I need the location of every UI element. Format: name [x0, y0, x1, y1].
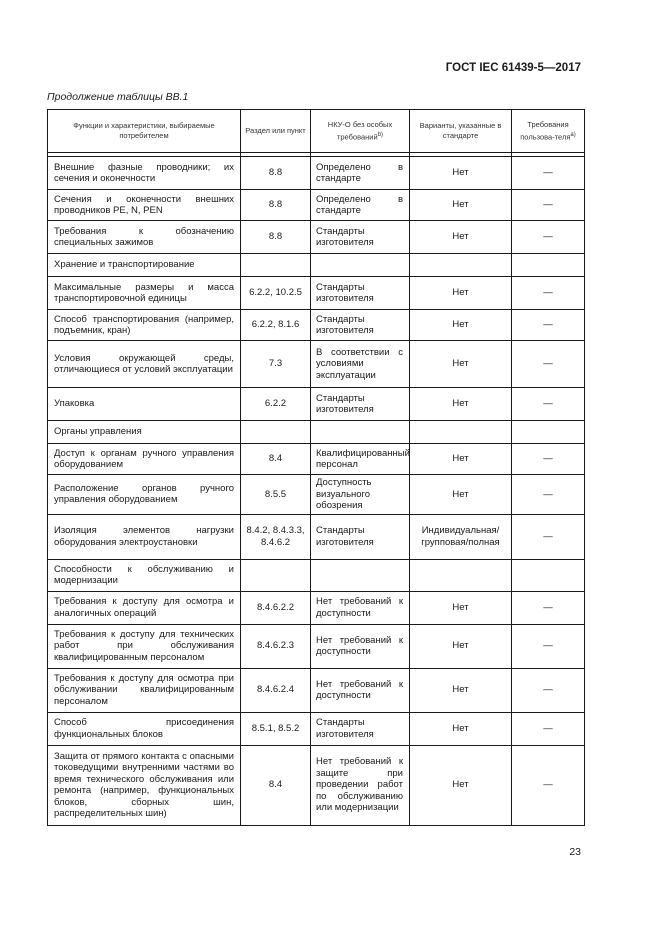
empty-cell — [512, 421, 585, 444]
requirements-table — [47, 109, 585, 826]
table-row — [48, 475, 585, 515]
options-cell: Нет — [410, 190, 512, 221]
table-row — [48, 712, 585, 745]
options-cell: Нет — [410, 388, 512, 421]
header-functions: Функции и характеристики, выбираемые потребителем — [48, 110, 241, 153]
user-requirement-cell: — — [512, 341, 585, 388]
empty-cell — [512, 559, 585, 591]
empty-cell — [241, 421, 311, 444]
options-cell: Нет — [410, 668, 512, 712]
clause-cell: 8.4.6.2.2 — [241, 591, 311, 624]
requirement-cell: Стандарты изготовителя — [311, 712, 410, 745]
user-requirement-cell: — — [512, 221, 585, 254]
table-row — [48, 277, 585, 310]
table-row — [48, 310, 585, 341]
header-default-requirements: НКУ-О без особых требований$^{b)}$ — [311, 110, 410, 153]
options-cell: Нет — [410, 221, 512, 254]
user-requirement-cell: — — [512, 668, 585, 712]
user-requirement-cell: — — [512, 745, 585, 825]
clause-cell: 8.5.5 — [241, 475, 311, 515]
user-requirement-cell: — — [512, 310, 585, 341]
requirement-cell: Стандарты изготовителя — [311, 310, 410, 341]
options-cell: Нет — [410, 591, 512, 624]
table-row — [48, 388, 585, 421]
user-requirement-cell: — — [512, 591, 585, 624]
options-cell: Нет — [410, 341, 512, 388]
requirement-cell: Стандарты изготовителя — [311, 388, 410, 421]
header-user-requirements: Требования пользова-теля$^{a)}$ — [512, 110, 585, 153]
function-cell: Способ присоединения функциональных блоков — [48, 712, 241, 745]
section-title: Хранение и транспортирование — [48, 254, 241, 277]
user-requirement-cell: — — [512, 157, 585, 190]
requirement-cell: Квалифицированный персонал — [311, 444, 410, 475]
function-cell: Изоляция элементов нагрузки оборудования электроустановки — [48, 514, 241, 559]
requirement-cell: Стандарты изготовителя — [311, 514, 410, 559]
clause-cell: 8.8 — [241, 157, 311, 190]
requirement-cell: Нет требований к защите при проведении работ по обслуживанию или модернизации — [311, 745, 410, 825]
header-clause: Раздел или пункт — [241, 110, 311, 153]
user-requirement-cell: — — [512, 712, 585, 745]
clause-cell: 6.2.2, 10.2.5 — [241, 277, 311, 310]
user-requirement-cell: — — [512, 514, 585, 559]
options-cell: Нет — [410, 475, 512, 515]
function-cell: Требования к доступу для осмотра и аналогичных операций — [48, 591, 241, 624]
options-cell: Нет — [410, 624, 512, 668]
options-cell: Нет — [410, 712, 512, 745]
function-cell: Требования к обозначению специальных зажимов — [48, 221, 241, 254]
function-cell: Доступ к органам ручного управления оборудованием — [48, 444, 241, 475]
table-row — [48, 668, 585, 712]
header-options: Варианты, указанные в стандарте — [410, 110, 512, 153]
table-row — [48, 745, 585, 825]
user-requirement-cell: — — [512, 388, 585, 421]
options-cell: Нет — [410, 745, 512, 825]
clause-cell: 8.8 — [241, 190, 311, 221]
function-cell: Максимальные размеры и масса транспортировочной единицы — [48, 277, 241, 310]
function-cell: Внешние фазные проводники; их сечения и оконечности — [48, 157, 241, 190]
clause-cell: 8.8 — [241, 221, 311, 254]
table-row — [48, 157, 585, 190]
clause-cell: 8.4.6.2.4 — [241, 668, 311, 712]
requirement-cell: Стандарты изготовителя — [311, 221, 410, 254]
page-number: 23 — [569, 846, 581, 858]
options-cell: Индивидуальная/ групповая/полная — [410, 514, 512, 559]
section-row — [48, 421, 585, 444]
user-requirement-cell: — — [512, 277, 585, 310]
clause-cell: 8.4 — [241, 444, 311, 475]
empty-cell — [241, 559, 311, 591]
clause-cell: 8.4 — [241, 745, 311, 825]
function-cell: Условия окружающей среды, отличающиеся от условий эксплуатации — [48, 341, 241, 388]
table-caption: Продолжение таблицы ВВ.1 — [47, 91, 189, 103]
table-row — [48, 190, 585, 221]
requirement-cell: Определено в стандарте — [311, 157, 410, 190]
table-row — [48, 221, 585, 254]
function-cell: Сечения и оконечности внешних проводников PE, N, PEN — [48, 190, 241, 221]
empty-cell — [311, 254, 410, 277]
clause-cell: 6.2.2, 8.1.6 — [241, 310, 311, 341]
table-row — [48, 514, 585, 559]
empty-cell — [512, 254, 585, 277]
table-row — [48, 341, 585, 388]
user-requirement-cell: — — [512, 444, 585, 475]
standard-reference: ГОСТ IEC 61439-5—2017 — [445, 62, 581, 74]
function-cell: Расположение органов ручного управления оборудованием — [48, 475, 241, 515]
function-cell: Требования к доступу для осмотра при обслуживании квалифицированным персоналом — [48, 668, 241, 712]
section-title: Органы управления — [48, 421, 241, 444]
table-row — [48, 591, 585, 624]
empty-cell — [311, 421, 410, 444]
empty-cell — [311, 559, 410, 591]
empty-cell — [410, 559, 512, 591]
user-requirement-cell: — — [512, 190, 585, 221]
user-requirement-cell: — — [512, 475, 585, 515]
clause-cell: 6.2.2 — [241, 388, 311, 421]
function-cell: Способ транспортирования (например, подъемник, кран) — [48, 310, 241, 341]
table-row — [48, 624, 585, 668]
function-cell: Требования к доступу для технических работ при обслуживания квалифицированным персоналом — [48, 624, 241, 668]
requirement-cell: Нет требований к доступности — [311, 668, 410, 712]
clause-cell: 8.5.1, 8.5.2 — [241, 712, 311, 745]
clause-cell: 8.4.6.2.3 — [241, 624, 311, 668]
requirement-cell: Нет требований к доступности — [311, 624, 410, 668]
section-row — [48, 559, 585, 591]
clause-cell: 8.4.2, 8.4.3.3, 8.4.6.2 — [241, 514, 311, 559]
options-cell: Нет — [410, 277, 512, 310]
function-cell: Упаковка — [48, 388, 241, 421]
section-row — [48, 254, 585, 277]
requirement-cell: Стандарты изготовителя — [311, 277, 410, 310]
options-cell: Нет — [410, 444, 512, 475]
empty-cell — [410, 421, 512, 444]
table-header-row — [48, 110, 585, 153]
requirement-cell: Нет требований к доступности — [311, 591, 410, 624]
user-requirement-cell: — — [512, 624, 585, 668]
empty-cell — [241, 254, 311, 277]
clause-cell: 7.3 — [241, 341, 311, 388]
requirement-cell: Определено в стандарте — [311, 190, 410, 221]
requirement-cell: В соответствии с условиями эксплуатации — [311, 341, 410, 388]
section-title: Способности к обслуживанию и модернизации — [48, 559, 241, 591]
empty-cell — [410, 254, 512, 277]
function-cell: Защита от прямого контакта с опасными токоведущими внутренними частями во время технического обслуживания или ремонта (например, функциональных блоков, сборных шин, распределительных шин) — [48, 745, 241, 825]
options-cell: Нет — [410, 310, 512, 341]
options-cell: Нет — [410, 157, 512, 190]
table-row — [48, 444, 585, 475]
requirement-cell: Доступность визуального обозрения — [311, 475, 410, 515]
